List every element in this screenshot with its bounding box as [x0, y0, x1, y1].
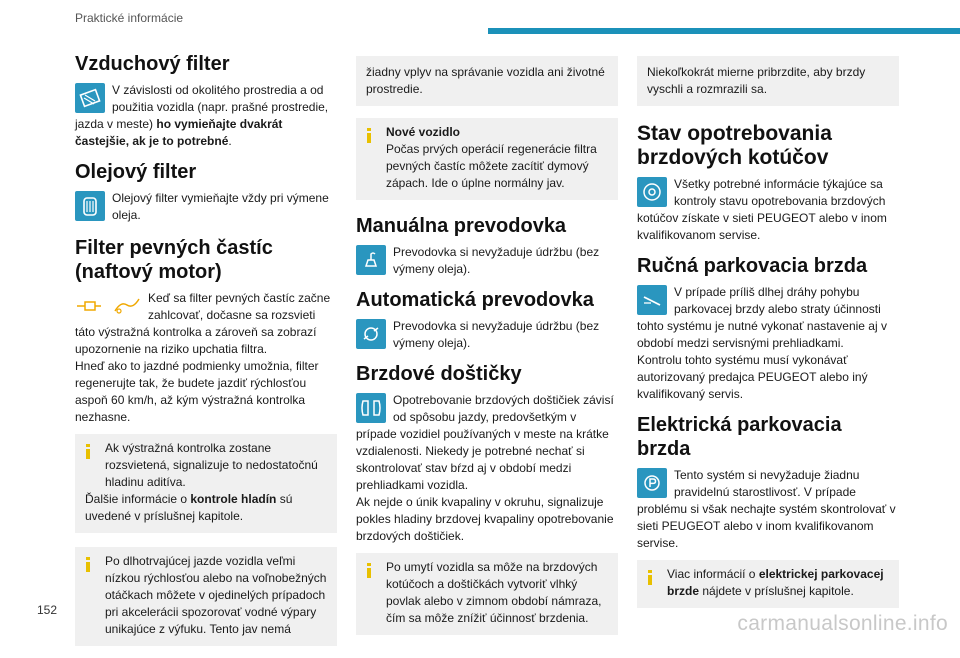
note-brake-moisture-text: Po umytí vozidla sa môže na brzdových kotúčoch a doštičkách vytvoriť vlhký povlak alebo v zimnom období námraza, čím sa môže znížiť účinnosť brzdenia. [386, 560, 602, 625]
column-1 [75, 52, 337, 658]
brake-pads-text-2: Ak nejde o únik kvapaliny v okruhu, signalizuje pokles hladiny brzdovej kvapaliny opotrebovanie brzdových doštičiek. [356, 495, 614, 543]
brake-pads-text: Opotrebovanie brzdových doštičiek závisí od spôsobu jazdy, predovšetkým v prípade vozidiel používaných v meste na krátke vzdialenosti. Niekedy je potrebné nechať si skontrolovať stav bŕzd aj v období medzi prehliadkami vozidla. [356, 393, 614, 492]
brake-discs-heading: Stav opotrebovania brzdových kotúčov [637, 122, 832, 169]
parking-brake-text: V prípade príliš dlhej dráhy pohybu parkovacej brzdy alebo straty účinnosti tohto systému je nutné vykonať nastavenie aj v období medzi servisnými prehliadkami. [637, 285, 887, 350]
parking-brake-text-2: Kontrolu tohto systému musí vykonávať autorizovaný predajca PEUGEOT alebo iný kvalifikovaný servis. [637, 353, 868, 401]
note-water-vapour-text: Po dlhotrvajúcej jazde vozidla veľmi nízkou rýchlosťou alebo na voľnobežných otáčkach môžete v ojedinelých prípadoch pri akcelerácii spozorovať vodné výpary unikajúce z výfuku. Tento jav nemá [105, 554, 327, 636]
info-icon [367, 128, 371, 143]
brake-pads-section [356, 392, 618, 545]
air-filter-text: V závislosti od okolitého prostredia a od použitia vozidla (napr. prašné prostredie, jazda v meste) [75, 83, 329, 131]
manual-gearbox-heading: Manuálna prevodovka [356, 215, 567, 237]
note-additive-text: Ak výstražná kontrolka zostane rozsvietená, signalizuje to nedostatočnú hladinu aditíva. [105, 441, 318, 489]
note-water-vapour-continued [356, 56, 618, 106]
note-additive-text-2b: sú uvedené v príslušnej kapitole. [85, 492, 293, 523]
auto-gearbox-heading: Automatická prevodovka [356, 289, 594, 311]
parking-brake-heading: Ručná parkovacia brzda [637, 255, 868, 277]
brake-discs-section [637, 176, 899, 244]
note-epb-text-bold: elektrickej parkovacej brzde [667, 567, 884, 598]
info-icon [648, 570, 652, 585]
air-filter-icon [75, 83, 105, 113]
parking-brake-icon [637, 285, 667, 315]
note-water-vapour [75, 547, 337, 646]
electric-parking-brake-icon [637, 468, 667, 498]
manual-gearbox-text: Prevodovka si nevyžaduje údržbu (bez výmeny oleja). [393, 245, 600, 276]
oil-filter-text: Olejový filter vymieňajte vždy pri výmene oleja. [112, 191, 329, 222]
header-section-title: Praktické informácie [75, 11, 184, 25]
particle-filter-heading: Filter pevných častíc (naftový motor) [75, 237, 273, 283]
oil-filter-icon [75, 191, 105, 221]
electric-parking-brake-text: Tento systém si nevyžaduje žiadnu pravidelnú starostlivosť. V prípade problému si však nechajte systém skontrolovať v sieti PEUGEOT alebo v inom kvalifikovanom servise. [637, 468, 896, 550]
auto-gearbox-section [356, 318, 618, 352]
column-2 [356, 52, 618, 647]
note-additive-text-2a: Ďalšie informácie o [85, 492, 191, 506]
manual-gearbox-section [356, 244, 618, 278]
air-filter-text-bold: ho vymieňajte dvakrát častejšie, ak je to potrebné [75, 117, 283, 148]
gearbox-oil-icon [356, 319, 386, 349]
parking-brake-section [637, 284, 899, 403]
particle-filter-warning-icon [75, 291, 141, 321]
info-icon [367, 563, 371, 578]
note-epb-text-b: nájdete v príslušnej kapitole. [699, 584, 854, 598]
electric-parking-brake-heading: Elektrická parkovacia brzda [637, 414, 842, 460]
gearbox-oil-icon [356, 245, 386, 275]
watermark: carmanualsonline.info [737, 612, 948, 635]
particle-filter-text-2: Hneď ako to jazdné podmienky umožnia, filter regenerujte tak, že budete jazdiť rýchlosťou aspoň 60 km/h, až kým výstražná kontrolka nezhasne. [75, 359, 319, 424]
brake-disc-icon [637, 177, 667, 207]
brake-discs-text: Všetky potrebné informácie týkajúce sa kontroly stavu opotrebovania brzdových kotúčov získate v sieti PEUGEOT alebo v inom kvalifikovanom servise. [637, 177, 887, 242]
particle-filter-text: Keď sa filter pevných častíc začne zahlcovať, dočasne sa rozsvieti táto výstražná kontrolka a zároveň sa zobrazí upozornenie na riziko upchatia filtra. [75, 291, 331, 356]
note-brake-moisture-continued [637, 56, 899, 106]
note-new-vehicle-title: Nové vozidlo [386, 125, 461, 139]
header-accent-bar [488, 28, 960, 34]
particle-filter-section [75, 290, 337, 426]
note-brake-moisture-cont-text: Niekoľkokrát mierne pribrzdite, aby brzdy vyschli a rozmrazili sa. [647, 65, 866, 96]
note-electric-parking-brake [637, 560, 899, 608]
air-filter-section [75, 82, 337, 150]
note-new-vehicle [356, 118, 618, 200]
column-3 [637, 52, 899, 620]
air-filter-text-end: . [228, 134, 232, 148]
air-filter-heading: Vzduchový filter [75, 53, 230, 75]
note-brake-moisture [356, 553, 618, 635]
page-number: 152 [37, 603, 58, 617]
brake-pads-icon [356, 393, 386, 423]
brake-pads-heading: Brzdové doštičky [356, 363, 522, 385]
oil-filter-heading: Olejový filter [75, 161, 197, 183]
electric-parking-brake-section [637, 467, 899, 552]
note-additive-level [75, 434, 337, 533]
note-additive-text-2-bold: kontrole hladín [190, 492, 277, 506]
note-water-vapour-cont-text: žiadny vplyv na správanie vozidla ani životné prostredie. [366, 65, 605, 96]
auto-gearbox-text: Prevodovka si nevyžaduje údržbu (bez výmeny oleja). [393, 319, 600, 350]
info-icon [86, 444, 90, 459]
note-new-vehicle-text: Počas prvých operácií regenerácie filtra pevných častíc môžete zacítiť dymový zápach. Ide o úplne normálny jav. [386, 142, 597, 190]
info-icon [86, 557, 90, 572]
oil-filter-section [75, 190, 337, 224]
note-epb-text-a: Viac informácií o [667, 567, 759, 581]
